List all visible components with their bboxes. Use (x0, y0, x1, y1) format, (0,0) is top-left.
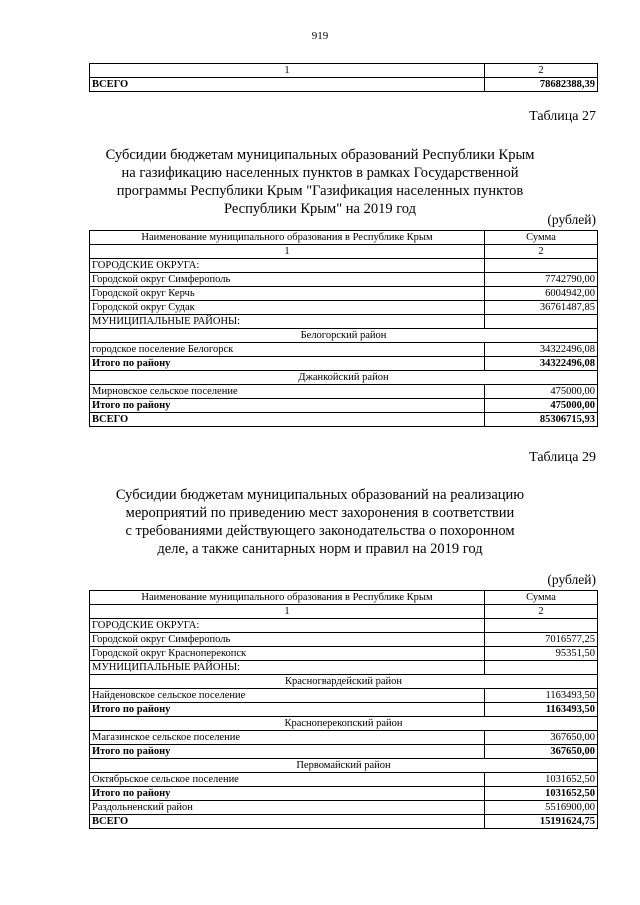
title-line: Субсидии бюджетам муниципальных образований Республики Крым (105, 147, 535, 163)
title-line: деле, а также санитарных норм и правил на 2019 год (157, 541, 483, 557)
table-row-item (90, 773, 598, 787)
name-cell: Городской округ Красноперекопск (90, 647, 485, 661)
amount-cell: 15191624,75 (485, 815, 598, 829)
name-cell: Итого по району (90, 745, 485, 759)
district-name-cell: Белогорский район (90, 329, 598, 343)
column-header: Сумма (485, 231, 598, 245)
amount-cell: 85306715,93 (485, 413, 598, 427)
amount-cell (485, 315, 598, 329)
name-cell: Итого по району (90, 787, 485, 801)
table-27-title (100, 146, 540, 218)
name-cell: Октябрьское сельское поселение (90, 773, 485, 787)
amount-cell: 1163493,50 (485, 703, 598, 717)
table-row-item (90, 273, 598, 287)
name-cell: ВСЕГО (90, 815, 485, 829)
table-row-item (90, 689, 598, 703)
table-row-section (90, 259, 598, 273)
name-cell: Найденовское сельское поселение (90, 689, 485, 703)
amount-cell: 475000,00 (485, 399, 598, 413)
amount-cell: 1163493,50 (485, 689, 598, 703)
table-row-section (90, 619, 598, 633)
table-row-section (90, 315, 598, 329)
amount-cell: 6004942,00 (485, 287, 598, 301)
table-row-item (90, 301, 598, 315)
continuation-table (89, 63, 598, 92)
table-row-item (90, 385, 598, 399)
table-row-district (90, 329, 598, 343)
table-row-item (90, 647, 598, 661)
title-line: с требованиями действующего законодательства о похоронном (125, 523, 515, 539)
table-row-subtotal (90, 413, 598, 427)
amount-cell: 7742790,00 (485, 273, 598, 287)
table-row-section (90, 661, 598, 675)
table-row (90, 64, 598, 78)
name-cell: Итого по району (90, 357, 485, 371)
table-27 (89, 230, 598, 427)
column-header: Наименование муниципального образования в Республике Крым (90, 231, 485, 245)
table-row-district (90, 717, 598, 731)
column-number-cell: 2 (485, 245, 598, 259)
name-cell: Городской округ Симферополь (90, 633, 485, 647)
amount-cell: 5516900,00 (485, 801, 598, 815)
name-cell: Итого по району (90, 703, 485, 717)
table-row-subtotal (90, 399, 598, 413)
table-row-district (90, 759, 598, 773)
table-row-item (90, 633, 598, 647)
amount-cell: 95351,50 (485, 647, 598, 661)
amount-cell: 1031652,50 (485, 787, 598, 801)
name-cell: Городской округ Симферополь (90, 273, 485, 287)
amount-cell: 7016577,25 (485, 633, 598, 647)
header-row (90, 591, 598, 605)
title-line: программы Республики Крым "Газификация населенных пунктов (116, 183, 524, 199)
name-cell: Городской округ Судак (90, 301, 485, 315)
table-row (90, 78, 598, 92)
amount-cell: 367650,00 (485, 731, 598, 745)
name-cell: ВСЕГО (90, 413, 485, 427)
table-row-district (90, 371, 598, 385)
district-name-cell: Джанкойский район (90, 371, 598, 385)
amount-cell (485, 619, 598, 633)
column-number-cell: 2 (485, 605, 598, 619)
name-cell: ГОРОДСКИЕ ОКРУГА: (90, 259, 485, 273)
amount-cell (485, 259, 598, 273)
name-cell: МУНИЦИПАЛЬНЫЕ РАЙОНЫ: (90, 315, 485, 329)
district-name-cell: Красногвардейский район (90, 675, 598, 689)
column-number-cell: 1 (90, 605, 485, 619)
name-cell: МУНИЦИПАЛЬНЫЕ РАЙОНЫ: (90, 661, 485, 675)
table-row-item (90, 287, 598, 301)
title-line: Субсидии бюджетам муниципальных образований на реализацию (115, 487, 525, 503)
table-29-title (100, 486, 540, 558)
table-row-subtotal (90, 815, 598, 829)
title-line: на газификацию населенных пунктов в рамках Государственной (121, 165, 519, 181)
table-row-item (90, 801, 598, 815)
column-header: Наименование муниципального образования в Республике Крым (90, 591, 485, 605)
table-row-item (90, 343, 598, 357)
table-row-subtotal (90, 787, 598, 801)
table-row-subtotal (90, 745, 598, 759)
column-header: Сумма (485, 591, 598, 605)
table-27-number: Таблица 27 (529, 109, 596, 124)
column-number-row (90, 245, 598, 259)
header-row (90, 231, 598, 245)
amount-cell: 367650,00 (485, 745, 598, 759)
name-cell: Раздольненский район (90, 801, 485, 815)
name-cell: Итого по району (90, 399, 485, 413)
column-number-cell: 2 (485, 64, 598, 78)
amount-cell: 475000,00 (485, 385, 598, 399)
table-27-unit: (рублей) (547, 212, 596, 227)
column-number-cell: 1 (90, 245, 485, 259)
table-29-number: Таблица 29 (529, 450, 596, 465)
table-29-unit: (рублей) (547, 572, 596, 587)
table-row-item (90, 731, 598, 745)
amount-cell: 34322496,08 (485, 357, 598, 371)
page-number: 919 (311, 30, 329, 42)
amount-cell (485, 661, 598, 675)
name-cell: ГОРОДСКИЕ ОКРУГА: (90, 619, 485, 633)
table-29 (89, 590, 598, 829)
amount-cell: 36761487,85 (485, 301, 598, 315)
name-cell: Мирновское сельское поселение (90, 385, 485, 399)
name-cell: городское поселение Белогорск (90, 343, 485, 357)
title-line: Республики Крым" на 2019 год (224, 201, 416, 217)
name-cell: Городской округ Керчь (90, 287, 485, 301)
total-value-cell: 78682388,39 (485, 78, 598, 92)
total-label-cell: ВСЕГО (90, 78, 485, 92)
column-number-row (90, 605, 598, 619)
district-name-cell: Первомайский район (90, 759, 598, 773)
district-name-cell: Красноперекопский район (90, 717, 598, 731)
name-cell: Магазинское сельское поселение (90, 731, 485, 745)
table-row-subtotal (90, 357, 598, 371)
column-number-cell: 1 (90, 64, 485, 78)
table-row-subtotal (90, 703, 598, 717)
amount-cell: 1031652,50 (485, 773, 598, 787)
title-line: мероприятий по приведению мест захоронения в соответствии (125, 505, 515, 521)
amount-cell: 34322496,08 (485, 343, 598, 357)
table-row-district (90, 675, 598, 689)
